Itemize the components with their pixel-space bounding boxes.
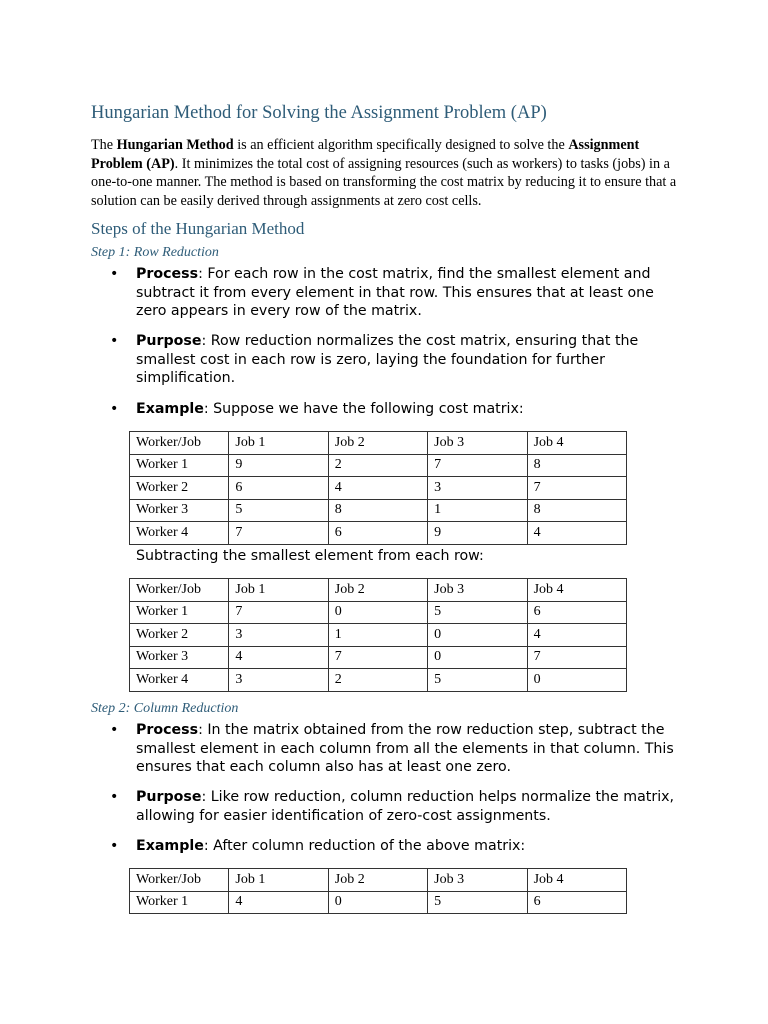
table-cell: 7 [229, 601, 328, 624]
bullet-icon: • [110, 789, 119, 805]
table-cell: 7 [229, 522, 328, 545]
table-header-cell: Worker/Job [130, 432, 229, 455]
table-row [130, 624, 627, 647]
table-cell: 1 [428, 499, 527, 522]
intro-bold-term: Hungarian Method [116, 137, 234, 153]
bullet-text: : Row reduction normalizes the cost matrix, ensuring that the smallest cost in each row is zero, laying the foundation for further simplification. [136, 333, 639, 386]
table-cell: Worker 2 [130, 624, 229, 647]
cost-matrix-table [129, 431, 627, 545]
table-header-cell: Worker/Job [130, 579, 229, 602]
table-cell: 2 [328, 669, 427, 692]
table-cell: 0 [328, 891, 427, 914]
table-row [130, 522, 627, 545]
table-header-cell: Job 2 [328, 579, 427, 602]
table-header-row [130, 869, 627, 892]
table-cell: 7 [428, 454, 527, 477]
table-header-cell: Job 3 [428, 869, 527, 892]
table-cell: 5 [229, 499, 328, 522]
table-cell: 6 [527, 891, 626, 914]
bullet-label: Example [136, 401, 204, 417]
table-cell: 7 [527, 646, 626, 669]
row-subtract-note: Subtracting the smallest element from each row: [136, 548, 484, 564]
table-row [130, 646, 627, 669]
table-header-cell: Worker/Job [130, 869, 229, 892]
table-cell: 1 [328, 624, 427, 647]
step2-heading: Step 2: Column Reduction [91, 701, 239, 716]
table-row [130, 891, 627, 914]
table-header-cell: Job 1 [229, 579, 328, 602]
table-cell: 4 [527, 624, 626, 647]
bullet-icon: • [110, 401, 119, 417]
intro-paragraph [91, 136, 681, 210]
table-cell: 0 [428, 624, 527, 647]
table-cell: 4 [328, 477, 427, 500]
intro-text: is an efficient algorithm specifically designed to solve the [233, 137, 569, 153]
table-header-row [130, 579, 627, 602]
document-title: Hungarian Method for Solving the Assignment Problem (AP) [91, 103, 547, 123]
bullet-text: : After column reduction of the above matrix: [203, 838, 526, 854]
table-header-cell: Job 1 [229, 869, 328, 892]
intro-text: The [91, 137, 117, 153]
table-cell: 4 [229, 891, 328, 914]
table-row [130, 477, 627, 500]
bullet-label: Process [136, 722, 199, 738]
table-cell: 2 [328, 454, 427, 477]
table-cell: Worker 2 [130, 477, 229, 500]
table-header-cell: Job 3 [428, 432, 527, 455]
column-reduced-table [129, 868, 627, 914]
table-cell: 9 [428, 522, 527, 545]
table-cell: 0 [527, 669, 626, 692]
intro-bold-term: Assignment Problem (AP) [91, 137, 640, 172]
table-cell: 9 [229, 454, 328, 477]
bullet-label: Purpose [136, 789, 202, 805]
table-cell: 4 [229, 646, 328, 669]
table-cell: Worker 4 [130, 669, 229, 692]
table-row [130, 499, 627, 522]
table-cell: 8 [328, 499, 427, 522]
table-header-cell: Job 2 [328, 869, 427, 892]
table-header-cell: Job 2 [328, 432, 427, 455]
table-header-cell: Job 4 [527, 432, 626, 455]
bullet-label: Example [136, 838, 204, 854]
table-header-cell: Job 1 [229, 432, 328, 455]
bullet-label: Purpose [136, 333, 202, 349]
table-cell: 4 [527, 522, 626, 545]
table-cell: 7 [527, 477, 626, 500]
table-cell: 3 [229, 624, 328, 647]
table-cell: 0 [328, 601, 427, 624]
row-reduced-table [129, 578, 627, 692]
table-cell: Worker 1 [130, 454, 229, 477]
table-header-cell: Job 3 [428, 579, 527, 602]
bullet-icon: • [110, 722, 119, 738]
table-cell: Worker 3 [130, 646, 229, 669]
table-cell: Worker 4 [130, 522, 229, 545]
table-cell: 0 [428, 646, 527, 669]
table-cell: Worker 1 [130, 891, 229, 914]
bullet-icon: • [110, 266, 119, 282]
bullet-icon: • [110, 838, 119, 854]
bullet-text: : Like row reduction, column reduction helps normalize the matrix, allowing for easier identification of zero-cost assignments. [136, 789, 675, 824]
table-cell: Worker 3 [130, 499, 229, 522]
table-cell: 8 [527, 499, 626, 522]
table-header-cell: Job 4 [527, 579, 626, 602]
table-cell: 3 [229, 669, 328, 692]
table-cell: 6 [328, 522, 427, 545]
table-cell: 8 [527, 454, 626, 477]
bullet-text: : For each row in the cost matrix, find the smallest element and subtract it from every element in that row. This ensures that at least one zero appears in every row of the matrix. [136, 266, 654, 319]
table-cell: Worker 1 [130, 601, 229, 624]
steps-heading: Steps of the Hungarian Method [91, 219, 305, 238]
table-cell: 5 [428, 601, 527, 624]
table-cell: 5 [428, 891, 527, 914]
table-cell: 6 [229, 477, 328, 500]
bullet-label: Process [136, 266, 199, 282]
table-header-row [130, 432, 627, 455]
table-row [130, 669, 627, 692]
table-cell: 5 [428, 669, 527, 692]
table-cell: 7 [328, 646, 427, 669]
bullet-text: : Suppose we have the following cost matrix: [203, 401, 524, 417]
bullet-icon: • [110, 333, 119, 349]
table-row [130, 601, 627, 624]
bullet-text: : In the matrix obtained from the row reduction step, subtract the smallest element in each column from all the elements in that column. This ensures that each column also has at least one zero. [136, 722, 674, 775]
table-header-cell: Job 4 [527, 869, 626, 892]
table-row [130, 454, 627, 477]
table-cell: 6 [527, 601, 626, 624]
table-cell: 3 [428, 477, 527, 500]
intro-text: . It minimizes the total cost of assigning resources (such as workers) to tasks (jobs) in a one-to-one manner. The method is based on transforming the cost matrix by reducing it to ensure that a solution can be easily derived through assignments at zero cost cells. [91, 155, 677, 209]
step1-heading: Step 1: Row Reduction [91, 245, 219, 260]
